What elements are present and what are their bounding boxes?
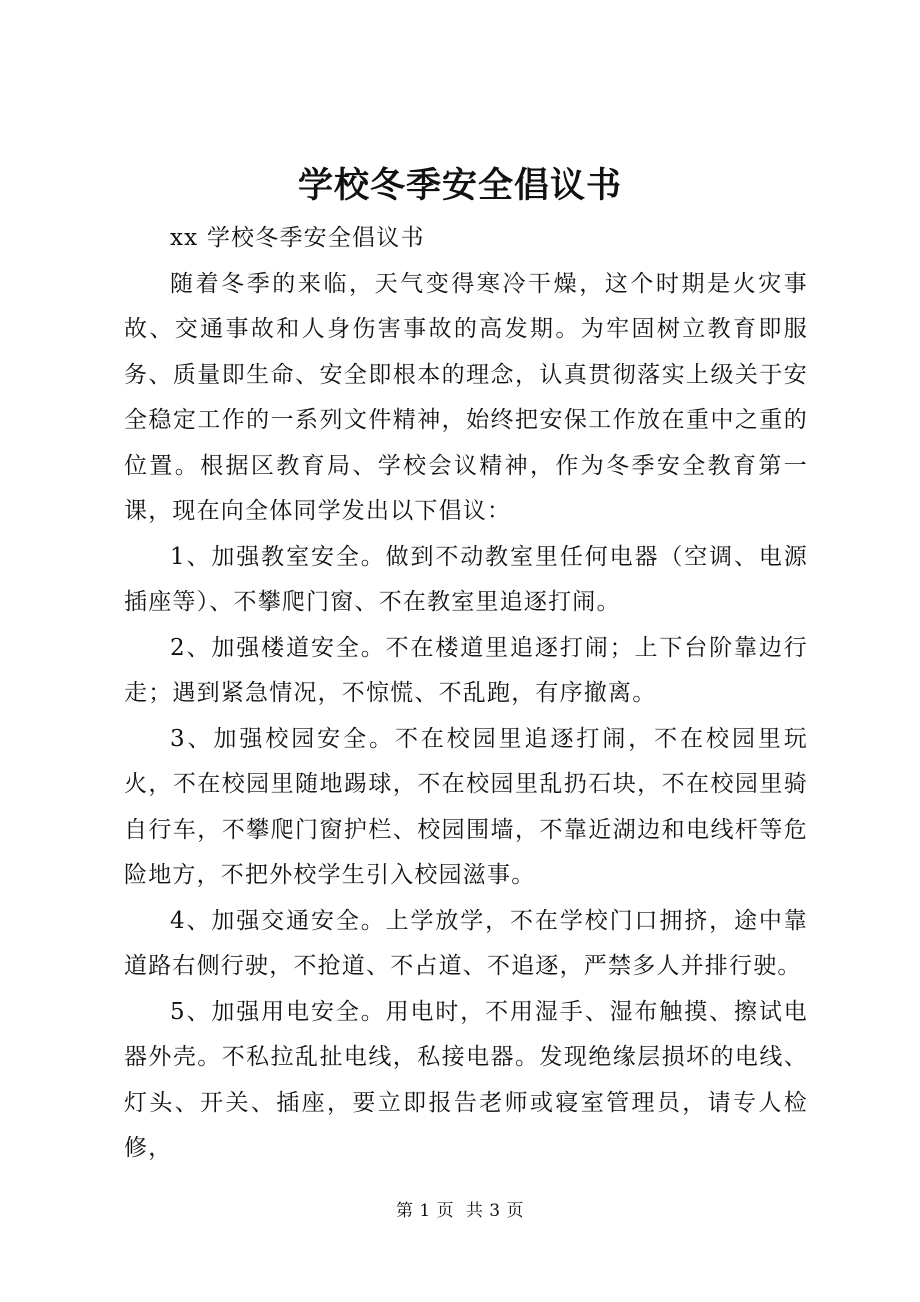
paragraph-subtitle: xx 学校冬季安全倡议书 — [170, 225, 425, 251]
paragraph-item-5: 5、加强用电安全。用电时，不用湿手、湿布触摸、擦试电器外壳。不私拉乱扯电线，私接电器。发现绝缘层损坏的电线、灯头、开关、插座，要立即报告老师或寝室管理员，请专人检修， — [124, 998, 808, 1161]
page-number: 第 1 页 — [395, 1201, 455, 1221]
paragraph-intro: 随着冬季的来临，天气变得寒冷干燥，这个时期是火灾事故、交通事故和人身伤害事故的高发期。为牢固树立教育即服务、质量即生命、安全即根本的理念，认真贯彻落实上级关于安全稳定工作的一系列文件精神，始终把安保工作放在重中之重的位置。根据区教育局、学校会议精神，作为冬季安全教育第一课，现在向全体同学发出以下倡议： — [124, 270, 808, 524]
page-total: 共 3 页 — [465, 1201, 525, 1221]
document-body — [124, 216, 808, 1172]
paragraph-item-2: 2、加强楼道安全。不在楼道里追逐打闹；上下台阶靠边行走；遇到紧急情况，不惊慌、不乱跑，有序撤离。 — [124, 634, 808, 706]
paragraph-item-1: 1、加强教室安全。做到不动教室里任何电器（空调、电源插座等）、不攀爬门窗、不在教室里追逐打闹。 — [124, 543, 808, 615]
page-footer — [0, 1199, 920, 1223]
paragraph-item-3: 3、加强校园安全。不在校园里追逐打闹，不在校园里玩火，不在校园里随地踢球，不在校园里乱扔石块，不在校园里骑自行车，不攀爬门窗护栏、校园围墙，不靠近湖边和电线杆等危险地方，不把外校学生引入校园滋事。 — [124, 725, 808, 888]
paragraph-item-4: 4、加强交通安全。上学放学，不在学校门口拥挤，途中靠道路右侧行驶，不抢道、不占道、不追逐，严禁多人并排行驶。 — [124, 907, 808, 979]
document-title: 学校冬季安全倡议书 — [297, 165, 622, 206]
